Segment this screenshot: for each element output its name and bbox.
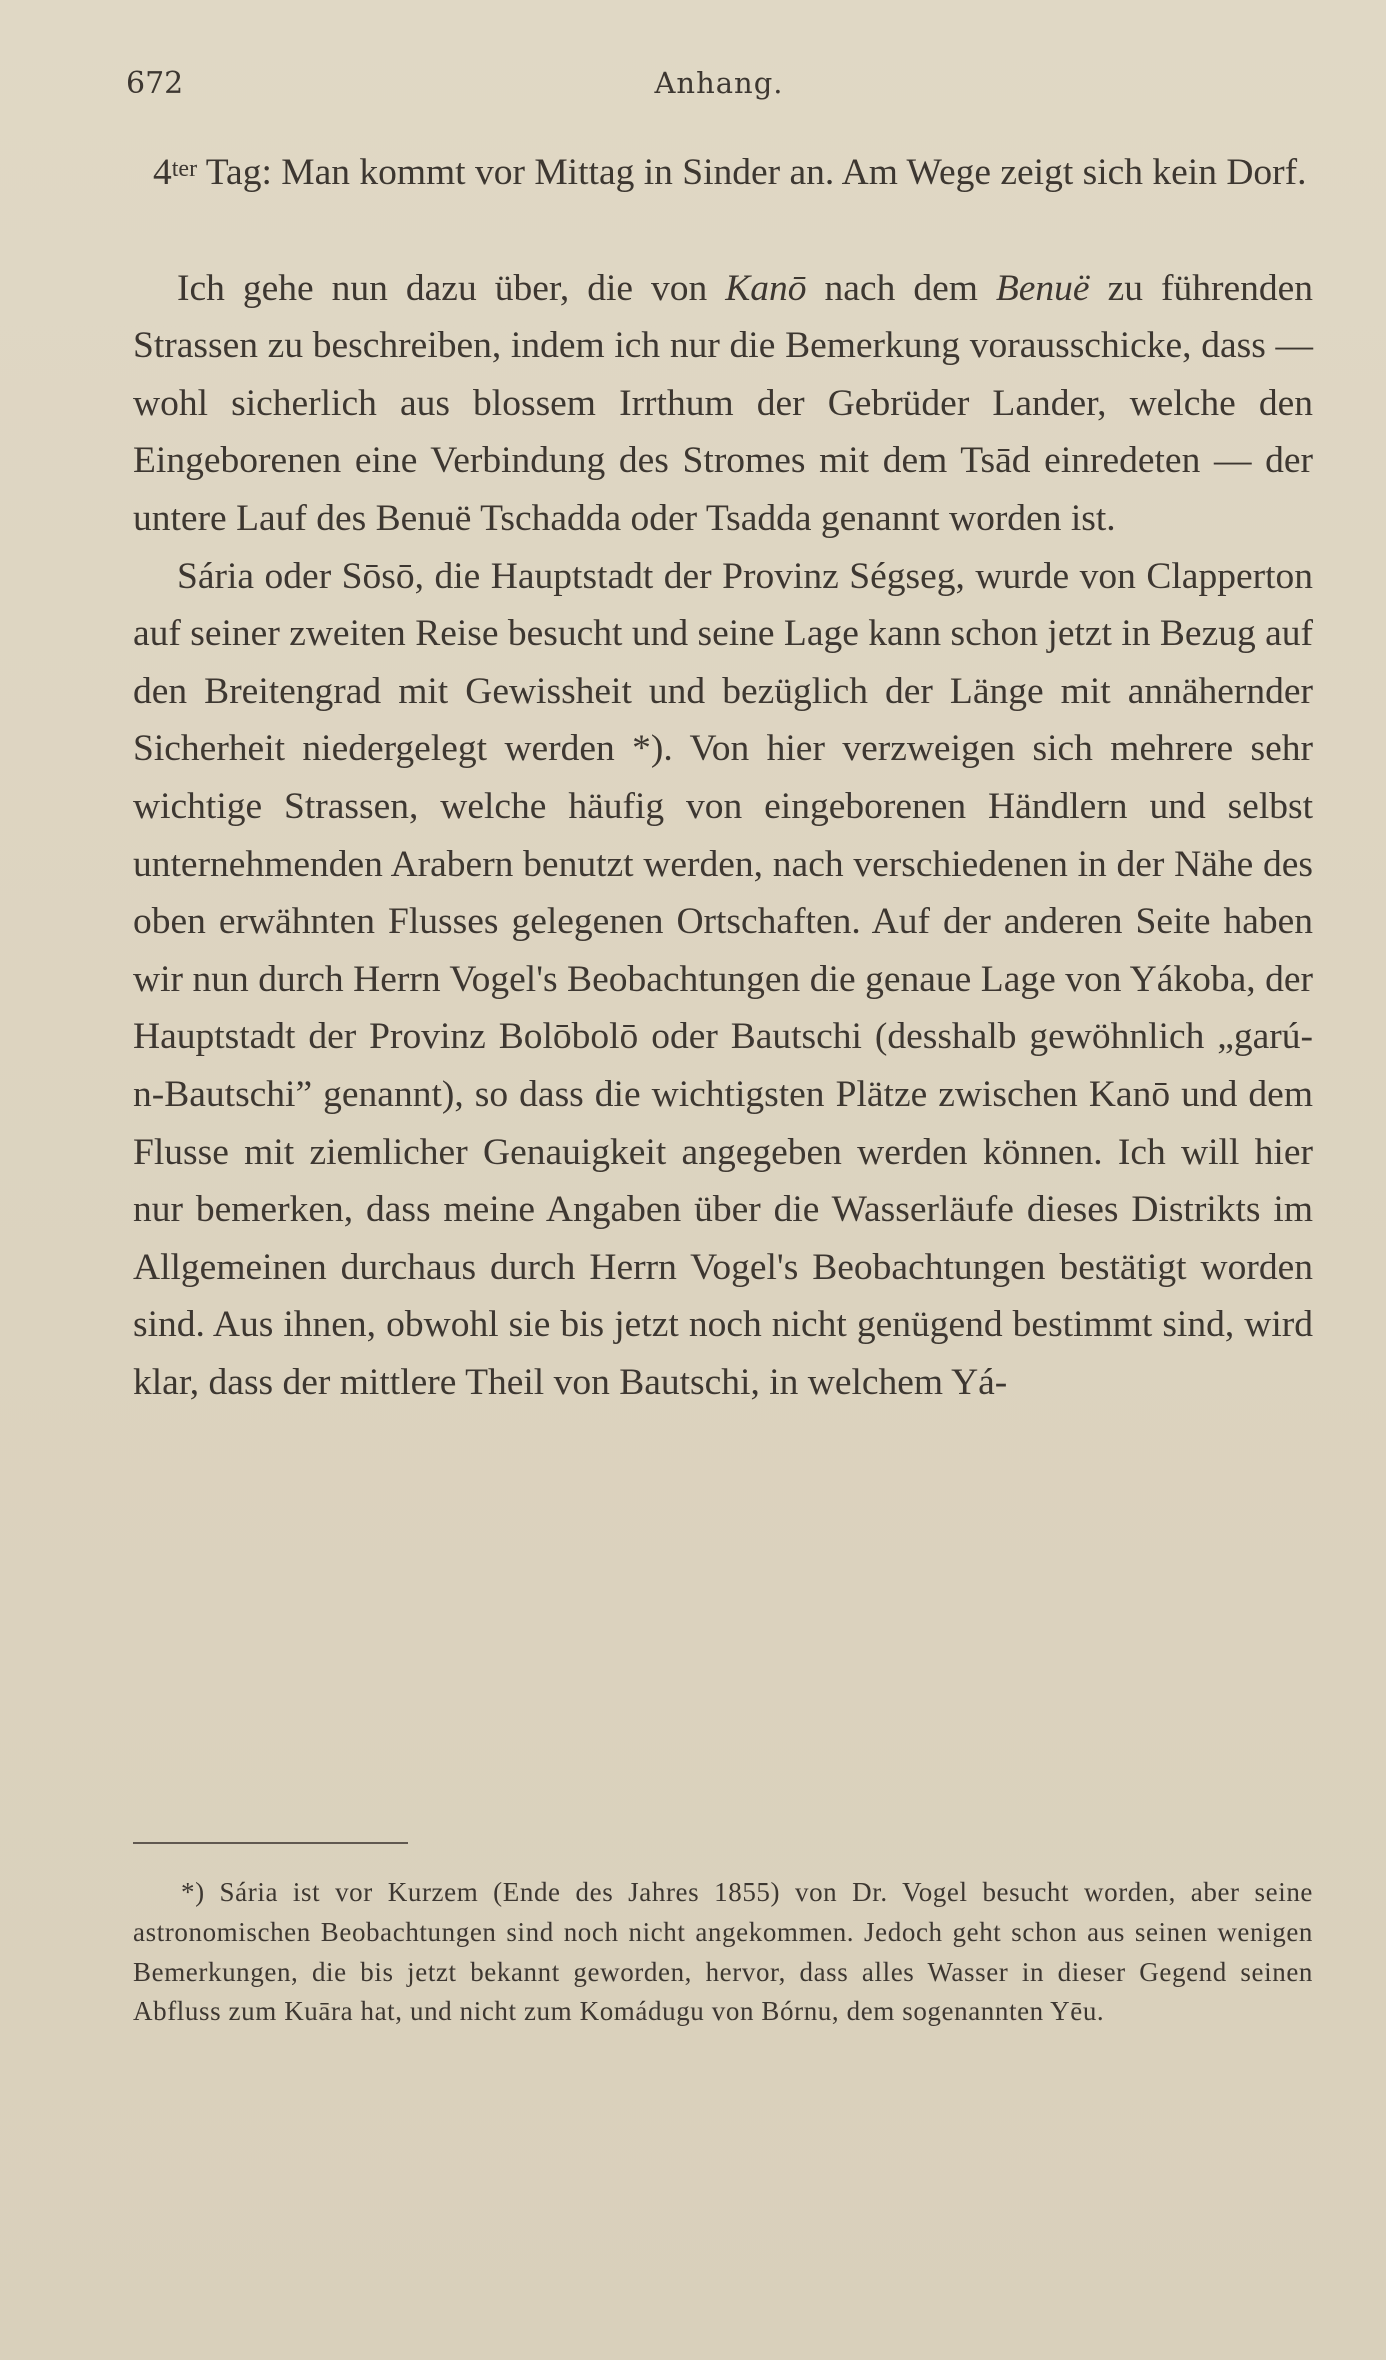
page-number: 672 — [126, 66, 184, 101]
paragraph-roads-text-2: nach dem — [806, 267, 996, 309]
page-header — [126, 66, 1312, 110]
itinerary-entry — [133, 141, 1313, 202]
footnote: *) Sária ist vor Kurzem (Ende des Jahres 1855) von Dr. Vogel besucht worden, aber seine astronomischen Beobachtungen sind noch nicht angekommen. Jedoch geht schon aus seinen wenigen Bemerkungen, die bis jetzt bekannt geworden, hervor, dass alles Wasser in dieser Gegend seinen Abfluss zum Kuāra hat, und nicht zum Komádugu von Bórnu, dem sogenannten Yēu. — [133, 1877, 1313, 2027]
place-name-kano: Kanō — [725, 267, 807, 309]
paragraph-roads-text-3: zu führenden Strassen zu beschreiben, indem ich nur die Bemerkung vorausschicke, dass — wohl sicherlich aus blossem Irrthum der Gebrüder Lander, welche den Eingeborenen eine Verbindung des Stromes mit dem Tsād einredeten — der untere Lauf des Benuë Tschadda oder Tsadda genannt worden ist. — [133, 267, 1313, 539]
paragraph-roads-text-1: Ich gehe nun dazu über, die von — [177, 267, 726, 309]
paragraph-roads — [133, 260, 1313, 548]
footnote-divider — [133, 1842, 408, 1844]
itinerary-text: Tag: Man kommt vor Mittag in Sinder an. Am Wege zeigt sich kein Dorf. — [197, 152, 1307, 193]
paragraph-saria: Sária oder Sōsō, die Hauptstadt der Provinz Ségseg, wurde von Clapperton auf seiner zweiten Reise besucht und seine Lage kann schon jetzt in Bezug auf den Breitengrad mit Gewissheit und bezüglich der Länge mit annähernder Sicherheit niedergelegt werden *). Von hier verzweigen sich mehrere sehr wichtige Strassen, welche häufig von eingeborenen Händlern und selbst unternehmenden Arabern benutzt werden, nach verschiedenen in der Nähe des oben erwähnten Flusses gelegenen Ortschaften. Auf der anderen Seite haben wir nun durch Herrn Vogel's Beobachtungen die genaue Lage von Yákoba, der Hauptstadt der Provinz Bolōbolō oder Bautschi (desshalb gewöhnlich „garú-n-Bautschi” genannt), so dass die wichtigsten Plätze zwischen Kanō und dem Flusse mit ziemlicher Genauigkeit angegeben werden können. Ich will hier nur bemerken, dass meine Angaben über die Wasserläufe dieses Distrikts im Allgemeinen durchaus durch Herrn Vogel's Beobachtungen bestätigt worden sind. Aus ihnen, obwohl sie bis jetzt noch nicht genügend bestimmt sind, wird klar, dass der mittlere Theil von Bautschi, in welchem Yá- — [133, 555, 1313, 1403]
day-suffix: ter — [171, 156, 198, 182]
main-text — [133, 141, 1313, 1411]
place-name-benue: Benuë — [995, 267, 1090, 309]
day-number: 4 — [153, 152, 172, 193]
running-head: Anhang. — [654, 66, 784, 100]
